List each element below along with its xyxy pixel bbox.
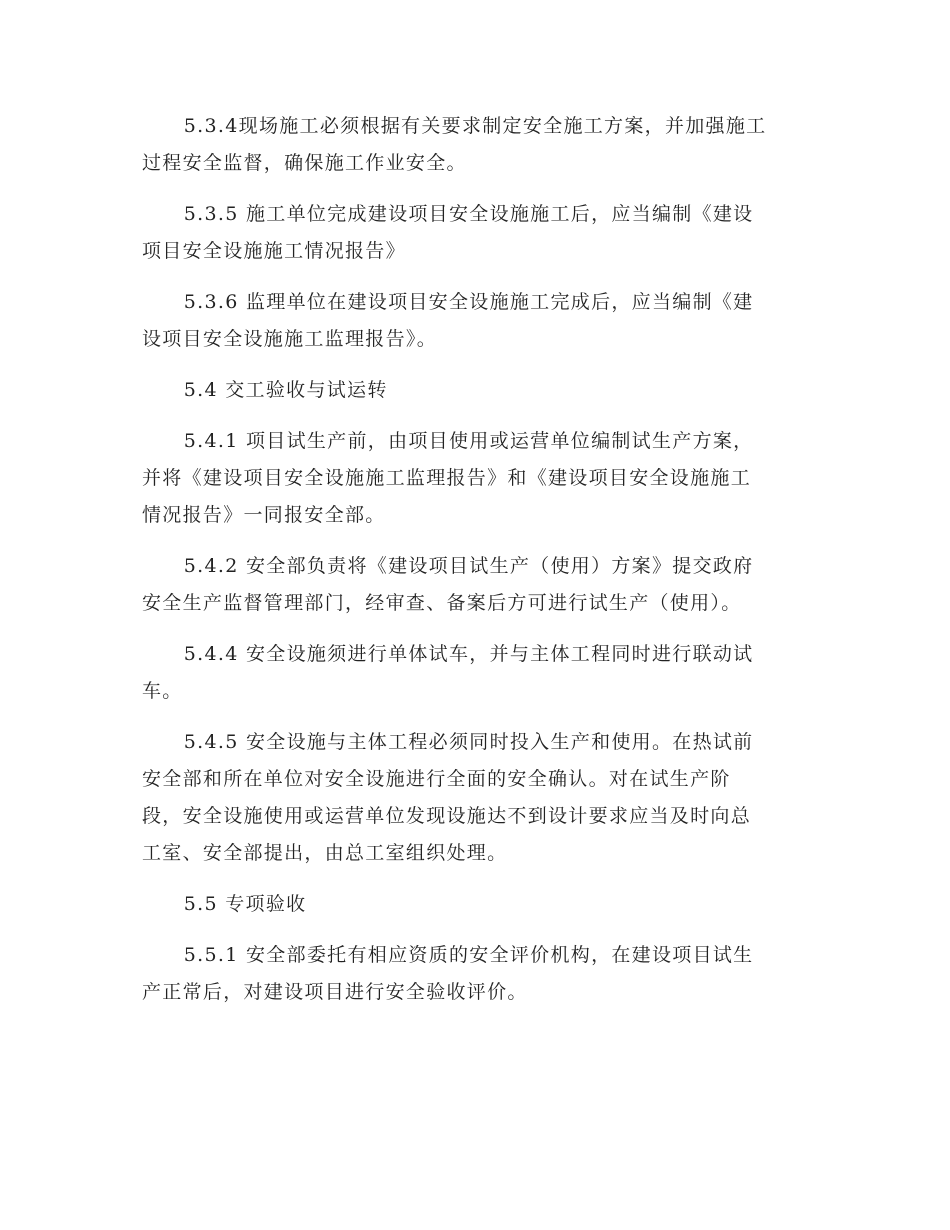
paragraph-5-3-4: 5.3.4现场施工必须根据有关要求制定安全施工方案，并加强施工 过程安全监督，确保施工作业安全。 — [142, 115, 767, 174]
document-body — [142, 108, 802, 1025]
section-heading-5-5: 5.5 专项验收 — [183, 893, 307, 915]
paragraph-5-3-5: 5.3.5 施工单位完成建设项目安全设施施工后，应当编制《建设 项目安全设施施工情况报告》 — [142, 203, 754, 262]
paragraph-5-5-1: 5.5.1 安全部委托有相应资质的安全评价机构，在建设项目试生 产正常后，对建设项目进行安全验收评价。 — [142, 944, 754, 1003]
paragraph-5-4-1: 5.4.1 项目试生产前，由项目使用或运营单位编制试生产方案， 并将《建设项目安全设施施工监理报告》和《建设项目安全设施施工 情况报告》一同报安全部。 — [142, 430, 754, 526]
section-heading-5-4: 5.4 交工验收与试运转 — [183, 379, 388, 401]
paragraph-5-3-6: 5.3.6 监理单位在建设项目安全设施施工完成后，应当编制《建 设项目安全设施施工监理报告》。 — [142, 291, 754, 350]
paragraph-5-4-5: 5.4.5 安全设施与主体工程必须同时投入生产和使用。在热试前 安全部和所在单位对安全设施进行全面的安全确认。对在试生产阶 段，安全设施使用或运营单位发现设施达不到设计要求应当及时向总 工室、安全部提出，由总工室组织处理。 — [142, 731, 754, 864]
paragraph-5-4-2: 5.4.2 安全部负责将《建设项目试生产（使用）方案》提交政府 安全生产监督管理部门，经审查、备案后方可进行试生产（使用）。 — [142, 555, 754, 614]
paragraph-5-4-4: 5.4.4 安全设施须进行单体试车，并与主体工程同时进行联动试 车。 — [142, 643, 754, 702]
